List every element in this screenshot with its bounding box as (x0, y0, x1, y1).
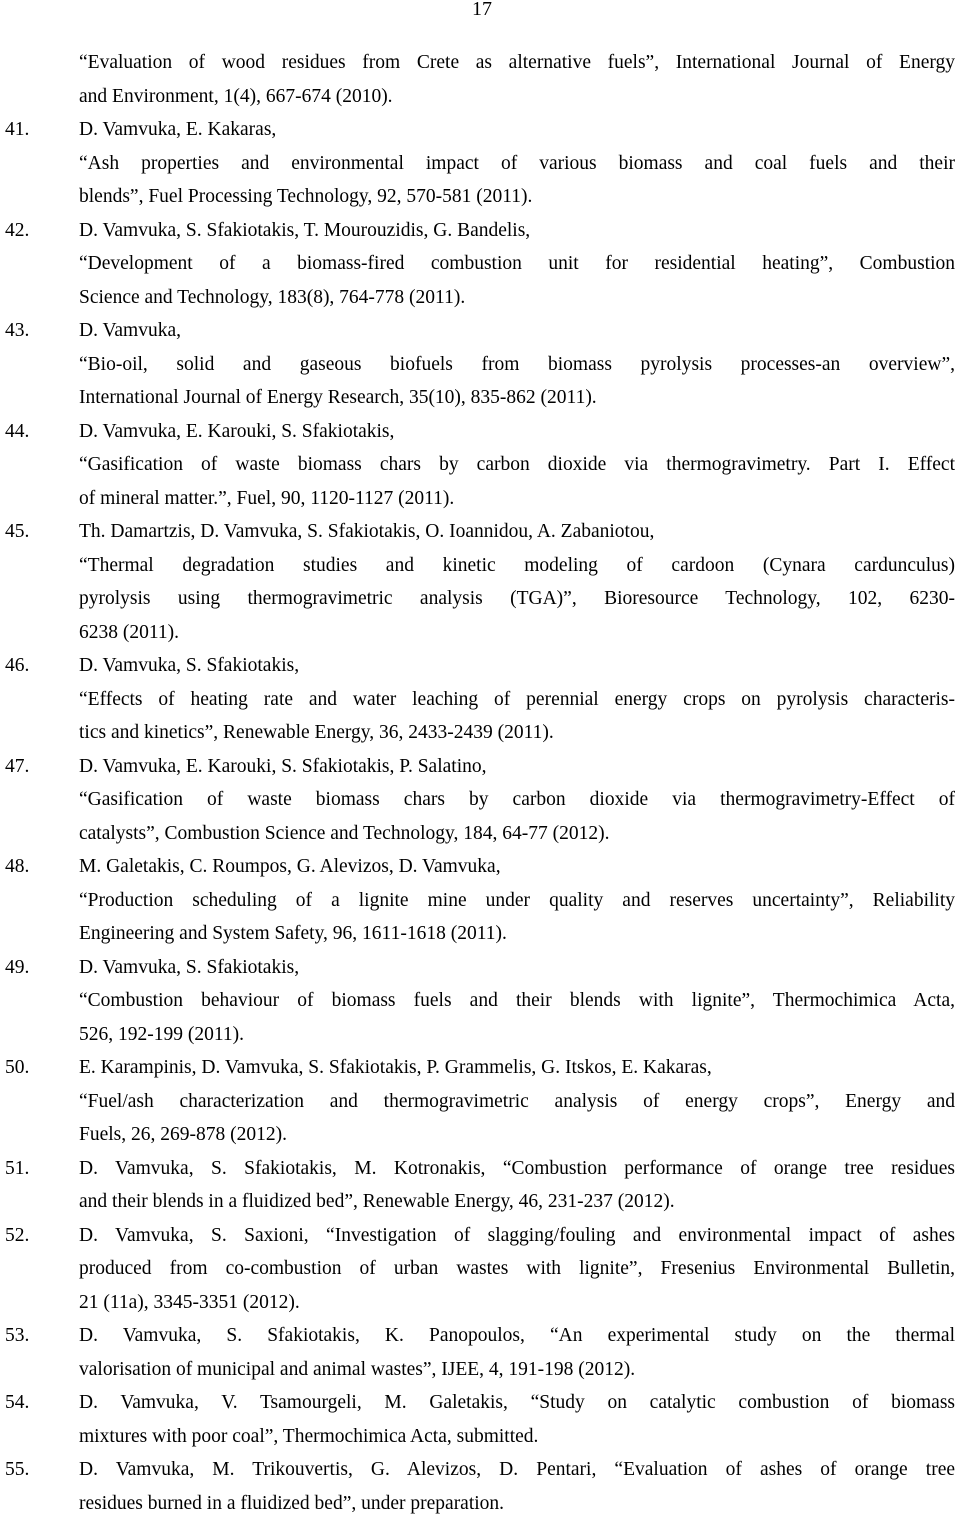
reference-text: “Thermal degradation studies and kinetic modeling of cardoon (Cynara cardunculus) (79, 549, 955, 583)
reference-line (0, 415, 960, 449)
reference-list (0, 46, 960, 1520)
reference-line (0, 716, 960, 750)
reference-entry (0, 1319, 960, 1386)
reference-text: D. Vamvuka, E. Karouki, S. Sfakiotakis, (79, 415, 955, 449)
reference-line (0, 1118, 960, 1152)
reference-text: tics and kinetics”, Renewable Energy, 36, 2433-2439 (2011). (79, 716, 955, 750)
reference-text: 6238 (2011). (79, 616, 955, 650)
reference-text: produced from co-combustion of urban wastes with lignite”, Fresenius Environmental Bulletin, (79, 1252, 955, 1286)
reference-line (0, 1487, 960, 1520)
reference-line (0, 46, 960, 80)
reference-text: “Gasification of waste biomass chars by carbon dioxide via thermogravimetry. Part I. Effect (79, 448, 955, 482)
reference-number: 45. (5, 515, 29, 549)
reference-number: 54. (5, 1386, 29, 1420)
reference-text: residues burned in a fluidized bed”, under preparation. (79, 1487, 955, 1520)
reference-text: Science and Technology, 183(8), 764-778 (2011). (79, 281, 955, 315)
reference-text: 21 (11a), 3345-3351 (2012). (79, 1286, 955, 1320)
reference-line (0, 549, 960, 583)
reference-text: D. Vamvuka, M. Trikouvertis, G. Alevizos, D. Pentari, “Evaluation of ashes of orange tree (79, 1453, 955, 1487)
reference-line (0, 884, 960, 918)
reference-entry (0, 314, 960, 415)
reference-number: 44. (5, 415, 29, 449)
reference-line (0, 616, 960, 650)
reference-entry (0, 1051, 960, 1152)
reference-number: 49. (5, 951, 29, 985)
reference-entry (0, 1219, 960, 1320)
reference-line (0, 515, 960, 549)
reference-text: “Combustion behaviour of biomass fuels and their blends with lignite”, Thermochimica Acta, (79, 984, 955, 1018)
reference-text: Th. Damartzis, D. Vamvuka, S. Sfakiotakis, O. Ioannidou, A. Zabaniotou, (79, 515, 955, 549)
reference-text: “Evaluation of wood residues from Crete as alternative fuels”, International Journal of Energy (79, 46, 955, 80)
reference-line (0, 750, 960, 784)
reference-number: 50. (5, 1051, 29, 1085)
reference-line (0, 482, 960, 516)
reference-line (0, 1353, 960, 1387)
reference-entry (0, 415, 960, 516)
reference-line (0, 850, 960, 884)
reference-text: valorisation of municipal and animal wastes”, IJEE, 4, 191-198 (2012). (79, 1353, 955, 1387)
reference-text: D. Vamvuka, E. Kakaras, (79, 113, 955, 147)
reference-line (0, 1085, 960, 1119)
reference-number: 55. (5, 1453, 29, 1487)
reference-line (0, 1453, 960, 1487)
reference-line (0, 984, 960, 1018)
reference-number: 52. (5, 1219, 29, 1253)
reference-text: E. Karampinis, D. Vamvuka, S. Sfakiotakis, P. Grammelis, G. Itskos, E. Kakaras, (79, 1051, 955, 1085)
reference-text: pyrolysis using thermogravimetric analysis (TGA)”, Bioresource Technology, 102, 6230- (79, 582, 955, 616)
reference-number: 47. (5, 750, 29, 784)
reference-number: 43. (5, 314, 29, 348)
reference-text: Engineering and System Safety, 96, 1611-1618 (2011). (79, 917, 955, 951)
reference-line (0, 381, 960, 415)
reference-entry (0, 515, 960, 649)
reference-text: catalysts”, Combustion Science and Technology, 184, 64-77 (2012). (79, 817, 955, 851)
reference-entry (0, 113, 960, 214)
reference-entry (0, 1453, 960, 1520)
reference-line (0, 1018, 960, 1052)
reference-line (0, 180, 960, 214)
reference-number: 48. (5, 850, 29, 884)
reference-text: D. Vamvuka, V. Tsamourgeli, M. Galetakis, “Study on catalytic combustion of biomass (79, 1386, 955, 1420)
reference-text: mixtures with poor coal”, Thermochimica Acta, submitted. (79, 1420, 955, 1454)
reference-line (0, 1420, 960, 1454)
reference-number: 41. (5, 113, 29, 147)
reference-number: 51. (5, 1152, 29, 1186)
reference-line (0, 582, 960, 616)
reference-text: “Gasification of waste biomass chars by carbon dioxide via thermogravimetry-Effect of (79, 783, 955, 817)
reference-entry (0, 1152, 960, 1219)
reference-text: D. Vamvuka, S. Sfakiotakis, K. Panopoulos, “An experimental study on the thermal (79, 1319, 955, 1353)
reference-text: D. Vamvuka, S. Sfakiotakis, T. Mourouzidis, G. Bandelis, (79, 214, 955, 248)
reference-text: D. Vamvuka, E. Karouki, S. Sfakiotakis, P. Salatino, (79, 750, 955, 784)
reference-line (0, 214, 960, 248)
reference-number: 46. (5, 649, 29, 683)
reference-entry (0, 750, 960, 851)
reference-line (0, 951, 960, 985)
reference-entry (0, 46, 960, 113)
reference-line (0, 817, 960, 851)
reference-line (0, 1219, 960, 1253)
reference-text: D. Vamvuka, S. Sfakiotakis, M. Kotronakis, “Combustion performance of orange tree residues (79, 1152, 955, 1186)
reference-line (0, 1185, 960, 1219)
reference-line (0, 1051, 960, 1085)
reference-text: D. Vamvuka, S. Saxioni, “Investigation of slagging/fouling and environmental impact of ashes (79, 1219, 955, 1253)
reference-line (0, 1152, 960, 1186)
reference-line (0, 281, 960, 315)
reference-number: 53. (5, 1319, 29, 1353)
reference-line (0, 348, 960, 382)
reference-text: “Ash properties and environmental impact of various biomass and coal fuels and their (79, 147, 955, 181)
page-number: 17 (472, 0, 492, 24)
reference-line (0, 1286, 960, 1320)
reference-text: Fuels, 26, 269-878 (2012). (79, 1118, 955, 1152)
reference-line (0, 917, 960, 951)
reference-line (0, 1252, 960, 1286)
reference-entry (0, 951, 960, 1052)
reference-text: M. Galetakis, C. Roumpos, G. Alevizos, D. Vamvuka, (79, 850, 955, 884)
reference-line (0, 448, 960, 482)
reference-line (0, 1386, 960, 1420)
reference-line (0, 147, 960, 181)
reference-line (0, 80, 960, 114)
reference-text: D. Vamvuka, (79, 314, 955, 348)
reference-entry (0, 214, 960, 315)
reference-line (0, 314, 960, 348)
reference-line (0, 113, 960, 147)
reference-text: and Environment, 1(4), 667-674 (2010). (79, 80, 955, 114)
reference-line (0, 247, 960, 281)
reference-text: blends”, Fuel Processing Technology, 92, 570-581 (2011). (79, 180, 955, 214)
reference-text: “Fuel/ash characterization and thermogravimetric analysis of energy crops”, Energy and (79, 1085, 955, 1119)
reference-text: “Bio-oil, solid and gaseous biofuels from biomass pyrolysis processes-an overview”, (79, 348, 955, 382)
reference-entry (0, 1386, 960, 1453)
reference-text: 526, 192-199 (2011). (79, 1018, 955, 1052)
reference-line (0, 683, 960, 717)
reference-entry (0, 850, 960, 951)
reference-entry (0, 649, 960, 750)
reference-number: 42. (5, 214, 29, 248)
reference-line (0, 783, 960, 817)
reference-line (0, 649, 960, 683)
reference-text: “Effects of heating rate and water leaching of perennial energy crops on pyrolysis characteris- (79, 683, 955, 717)
reference-line (0, 1319, 960, 1353)
reference-text: and their blends in a fluidized bed”, Renewable Energy, 46, 231-237 (2012). (79, 1185, 955, 1219)
reference-text: of mineral matter.”, Fuel, 90, 1120-1127 (2011). (79, 482, 955, 516)
reference-text: “Development of a biomass-fired combustion unit for residential heating”, Combustion (79, 247, 955, 281)
reference-text: International Journal of Energy Research, 35(10), 835-862 (2011). (79, 381, 955, 415)
reference-text: “Production scheduling of a lignite mine under quality and reserves uncertainty”, Reliability (79, 884, 955, 918)
reference-text: D. Vamvuka, S. Sfakiotakis, (79, 649, 955, 683)
reference-text: D. Vamvuka, S. Sfakiotakis, (79, 951, 955, 985)
